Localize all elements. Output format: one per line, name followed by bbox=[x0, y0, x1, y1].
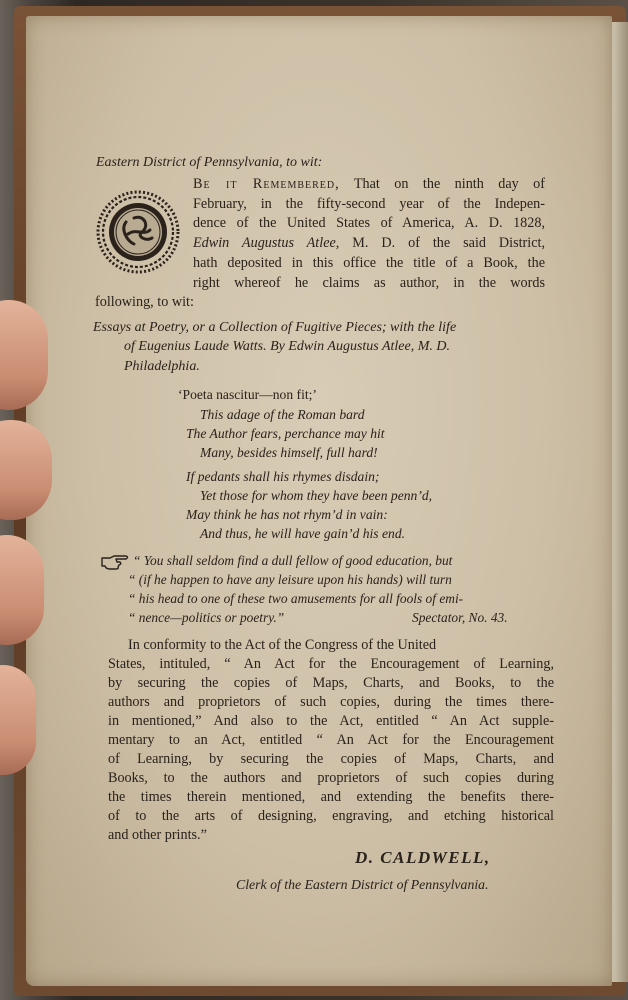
conformity-line: of to the arts of designing, engraving, and etching historical bbox=[108, 808, 554, 824]
clerk-title: Clerk of the Eastern District of Pennsylvania. bbox=[236, 877, 489, 892]
conformity-line: authors and proprietors of such copies, during the times there- bbox=[108, 694, 554, 710]
remembered-line-6: right whereof he claims as author, in the words bbox=[193, 275, 545, 291]
conformity-line: and other prints.” bbox=[108, 827, 207, 843]
quotation-line-4: “ nence—politics or poetry.” bbox=[128, 610, 285, 625]
signature: D. CALDWELL, bbox=[355, 848, 491, 867]
quotation-source: Spectator, No. 43. bbox=[412, 610, 508, 625]
remembered-line-1 bbox=[193, 176, 545, 193]
conformity-line: mentary to an Act, entitled “ An Act for the Encouragement bbox=[108, 732, 554, 748]
poem-line: The Author fears, perchance may hit bbox=[186, 426, 385, 441]
poem-line: ‘Poeta nascitur—non fit;’ bbox=[178, 387, 317, 402]
finger bbox=[0, 300, 48, 410]
remembered-line-2: February, in the fifty-second year of the Indepen- bbox=[193, 196, 545, 212]
finger bbox=[0, 535, 44, 645]
quotation-line-2: “ (if he happen to have any leisure upon his hands) will turn bbox=[128, 572, 452, 587]
conformity-line: Books, to the authors and proprietors of such copies during bbox=[108, 770, 554, 786]
remembered-line-1-rest: That on the ninth day of bbox=[353, 176, 545, 192]
pointing-hand-icon bbox=[100, 554, 130, 572]
remembered-line-5: hath deposited in this office the title of a Book, the bbox=[193, 255, 545, 271]
remembered-line-3: dence of the United States of America, A. D. 1828, bbox=[193, 215, 545, 231]
finger bbox=[0, 665, 36, 775]
conformity-line: of Learning, by securing the copies of Maps, Charts, and bbox=[108, 751, 554, 767]
remembered-lead: Be it Remembered, bbox=[193, 176, 340, 192]
conformity-line: in mentioned,” And also to the Act, entitled “ An Act supple- bbox=[108, 713, 554, 729]
conformity-line: the times therein mentioned, and extending the benefits there- bbox=[108, 789, 554, 805]
quotation-line-3: “ his head to one of these two amusements for all fools of emi- bbox=[128, 591, 464, 606]
remembered-line-4 bbox=[193, 235, 545, 252]
poem-line: And thus, he will have gain’d his end. bbox=[200, 526, 406, 541]
seal-icon bbox=[96, 190, 180, 274]
poem-line: This adage of the Roman bard bbox=[200, 407, 365, 422]
book-title-line-3: Philadelphia. bbox=[124, 359, 200, 374]
book-title-line-2: of Eugenius Laude Watts. By Edwin Augustus Atlee, M. D. bbox=[124, 339, 451, 354]
poem-line: May think he has not rhym’d in vain: bbox=[186, 507, 388, 522]
conformity-line: In conformity to the Act of the Congress of the United bbox=[128, 637, 437, 653]
quotation-line-1: “ You shall seldom find a dull fellow of good education, but bbox=[133, 553, 453, 568]
poem-line: Yet those for whom they have been penn’d, bbox=[200, 488, 433, 503]
district-heading: Eastern District of Pennsylvania, to wit: bbox=[96, 155, 323, 170]
conformity-line: States, intituled, “ An Act for the Encouragement of Learning, bbox=[108, 656, 554, 672]
poem-line: If pedants shall his rhymes disdain; bbox=[186, 469, 380, 484]
remembered-line-4-rest: M. D. of the said District, bbox=[352, 235, 546, 251]
remembered-line-7: following, to wit: bbox=[95, 294, 194, 310]
author-name: Edwin Augustus Atlee, bbox=[193, 235, 340, 251]
book-title-line-1: Essays at Poetry, or a Collection of Fugitive Pieces; with the life bbox=[93, 320, 457, 335]
conformity-line: by securing the copies of Maps, Charts, and Books, to the bbox=[108, 675, 554, 691]
poem-line: Many, besides himself, full hard! bbox=[200, 445, 378, 460]
